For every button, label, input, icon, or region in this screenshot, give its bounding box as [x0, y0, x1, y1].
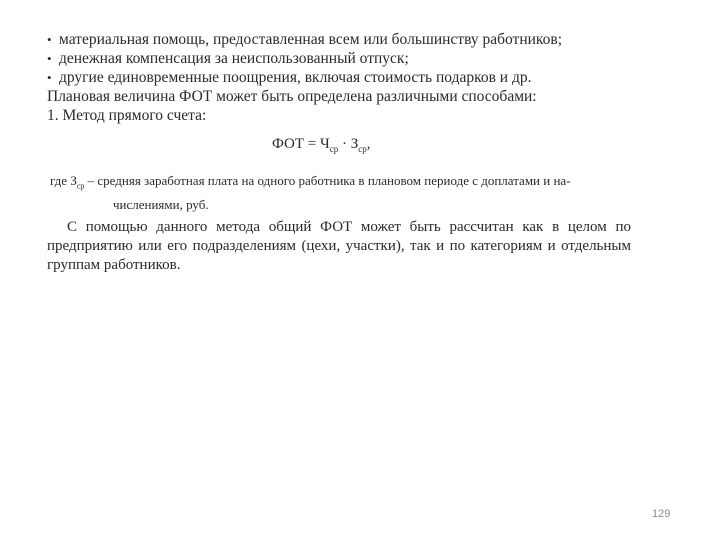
formula-lhs: ФОТ = Ч	[272, 136, 330, 152]
where-dash: –	[84, 173, 98, 188]
bullet-text: материальная помощь, предоставленная всем или большинству работников;	[59, 31, 563, 48]
where-line-1: средняя заработная плата на одного работника в плановом периоде с доплатами и на-	[97, 173, 571, 188]
formula	[272, 136, 371, 154]
list-item	[47, 49, 647, 68]
bullet-icon: •	[47, 51, 52, 66]
where-prefix: где З	[50, 173, 77, 188]
bullet-text: другие единовременные поощрения, включая стоимость подарков и др.	[59, 69, 532, 86]
formula-subscript: ср	[329, 144, 339, 154]
variable-definition	[50, 172, 650, 214]
where-line-2: числениями, руб.	[113, 196, 209, 212]
list-item	[47, 68, 647, 87]
body-paragraph: С помощью данного метода общий ФОТ может быть рассчитан как в целом по предприятию или его подразделениям (цехи, участки), так и по категориям и отдельным группам работников.	[47, 219, 631, 273]
formula-tail: ,	[366, 136, 371, 152]
bullet-text: денежная компенсация за неиспользованный отпуск;	[59, 50, 409, 67]
bullet-list	[47, 30, 647, 87]
intro-text: Плановая величина ФОТ может быть определена различными способами:	[47, 88, 537, 105]
method-title: 1. Метод прямого счета:	[47, 107, 207, 124]
list-item	[47, 30, 647, 49]
bullet-icon: •	[47, 70, 52, 85]
formula-subscript: ср	[358, 144, 367, 154]
bullet-icon: •	[47, 32, 52, 47]
page-number: 129	[652, 508, 671, 520]
where-subscript: ср	[76, 181, 85, 191]
formula-mid: · З	[338, 136, 359, 152]
